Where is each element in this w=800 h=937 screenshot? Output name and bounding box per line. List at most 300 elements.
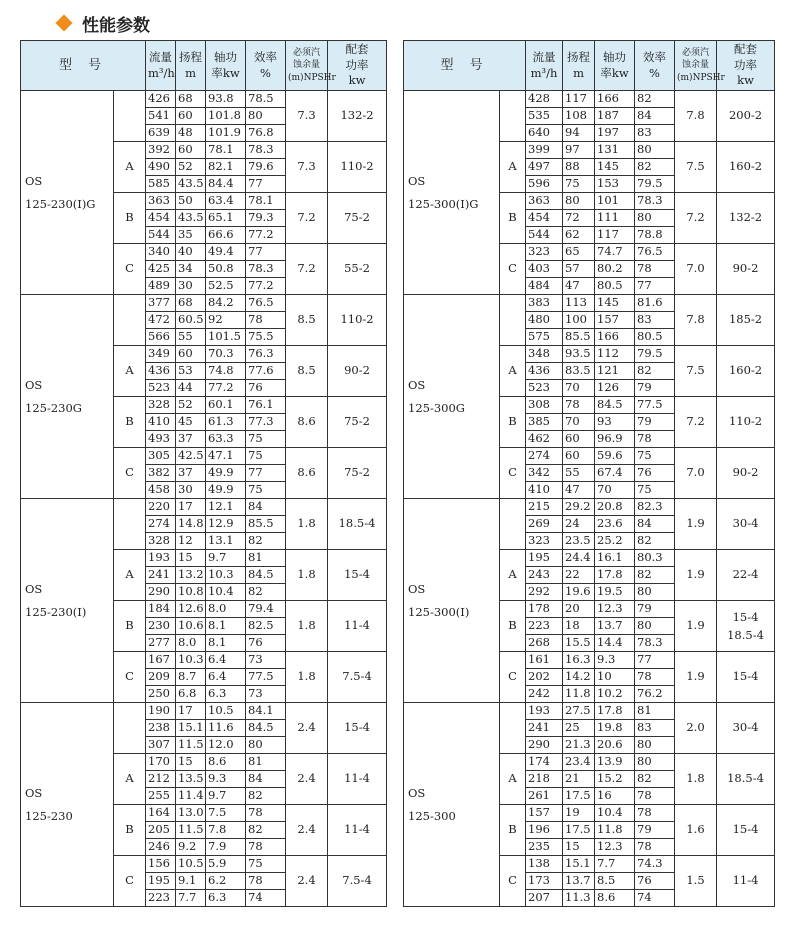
head-cell: 60 [176,108,206,125]
head-cell: 16.3 [563,652,595,669]
model-name-line: OS [25,785,43,800]
efficiency-cell: 75 [246,482,286,499]
variant-label: A [500,142,526,193]
header-npsh-line: (m)NPSHr [288,72,336,83]
head-cell: 6.8 [176,686,206,703]
variant-label: A [114,142,146,193]
motor-cell: 110-2 [328,142,387,193]
power-cell: 6.3 [206,890,246,907]
header-efficiency [246,41,286,91]
npsh-cell: 8.6 [286,397,328,448]
efficiency-cell: 84 [635,516,675,533]
head-cell: 30 [176,278,206,295]
header-motor-line: 配套 [345,42,369,57]
flow-cell: 212 [146,771,176,788]
header-motor-line: kw [348,73,366,88]
head-cell: 14.2 [563,669,595,686]
flow-cell: 544 [146,227,176,244]
head-cell: 7.7 [176,890,206,907]
power-cell: 10.4 [206,584,246,601]
flow-cell: 428 [526,91,563,108]
flow-cell: 436 [526,363,563,380]
motor-cell-line: 18.5-4 [727,628,764,642]
efficiency-cell: 78 [246,873,286,890]
power-cell: 93.8 [206,91,246,108]
head-cell: 15 [176,550,206,567]
npsh-cell: 1.8 [286,550,328,601]
power-cell: 121 [595,363,635,380]
variant-label: C [500,244,526,295]
npsh-cell: 1.9 [675,601,717,652]
head-cell: 43.5 [176,210,206,227]
head-cell: 10.6 [176,618,206,635]
header-head-line: m [573,65,584,80]
variant-label: A [114,346,146,397]
efficiency-cell: 85.5 [246,516,286,533]
flow-cell: 490 [146,159,176,176]
power-cell: 20.6 [595,737,635,754]
efficiency-cell: 76.1 [246,397,286,414]
head-cell: 83.5 [563,363,595,380]
efficiency-cell: 79 [635,822,675,839]
variant-label: B [500,193,526,244]
head-cell: 20 [563,601,595,618]
efficiency-cell: 78.1 [246,193,286,210]
head-cell: 78 [563,397,595,414]
efficiency-cell: 78 [246,839,286,856]
variant-label: C [114,244,146,295]
flow-cell: 274 [146,516,176,533]
model-name-line: OS [408,377,426,392]
flow-cell: 410 [526,482,563,499]
motor-cell: 11-4 [328,601,387,652]
power-cell: 17.8 [595,703,635,720]
efficiency-cell: 80 [635,142,675,159]
npsh-cell: 7.8 [675,295,717,346]
power-cell: 12.1 [206,499,246,516]
motor-cell: 110-2 [328,295,387,346]
header-npsh-line: 蚀余量 [682,60,710,71]
power-cell: 63.4 [206,193,246,210]
power-cell: 19.8 [595,720,635,737]
power-cell: 15.2 [595,771,635,788]
flow-cell: 268 [526,635,563,652]
efficiency-cell: 77 [246,465,286,482]
power-cell: 9.3 [595,652,635,669]
head-cell: 29.2 [563,499,595,516]
efficiency-cell: 83 [635,720,675,737]
efficiency-cell: 75 [635,482,675,499]
power-cell: 112 [595,346,635,363]
efficiency-cell: 78 [246,805,286,822]
efficiency-cell: 84.5 [246,567,286,584]
power-cell: 16 [595,788,635,805]
header-flow [146,41,176,91]
flow-cell: 202 [526,669,563,686]
efficiency-cell: 75 [246,856,286,873]
npsh-cell: 1.8 [286,652,328,703]
head-cell: 100 [563,312,595,329]
flow-cell: 454 [526,210,563,227]
motor-cell: 30-4 [717,703,775,754]
motor-cell: 11-4 [328,805,387,856]
npsh-cell: 1.8 [286,601,328,652]
efficiency-cell: 78.3 [635,635,675,652]
head-cell: 37 [176,431,206,448]
power-cell: 8.6 [595,890,635,907]
efficiency-cell: 78 [635,669,675,686]
flow-cell: 170 [146,754,176,771]
head-cell: 52 [176,397,206,414]
header-power-line: 轴功 [603,49,627,64]
flow-cell: 167 [146,652,176,669]
efficiency-cell: 80 [246,108,286,125]
head-cell: 30 [176,482,206,499]
head-cell: 14.8 [176,516,206,533]
efficiency-cell: 82 [635,363,675,380]
power-cell: 187 [595,108,635,125]
npsh-cell: 1.9 [675,499,717,550]
flow-cell: 323 [526,533,563,550]
head-cell: 65 [563,244,595,261]
flow-cell: 639 [146,125,176,142]
efficiency-cell: 76 [246,635,286,652]
motor-cell-line: 15-4 [732,609,759,624]
npsh-cell: 2.4 [286,754,328,805]
efficiency-cell: 82 [246,533,286,550]
efficiency-cell: 77.5 [246,669,286,686]
head-cell: 22 [563,567,595,584]
flow-cell: 472 [146,312,176,329]
flow-cell: 235 [526,839,563,856]
head-cell: 10.5 [176,856,206,873]
header-flow-line: 流量 [532,49,556,64]
power-cell: 12.0 [206,737,246,754]
head-cell: 40 [176,244,206,261]
power-cell: 101 [595,193,635,210]
motor-cell: 15-4 [717,805,775,856]
head-cell: 15 [563,839,595,856]
efficiency-cell: 75 [246,448,286,465]
flow-cell: 246 [146,839,176,856]
head-cell: 60.5 [176,312,206,329]
table-row [404,91,775,108]
flow-cell: 173 [526,873,563,890]
power-cell: 66.6 [206,227,246,244]
efficiency-cell: 79 [635,601,675,618]
head-cell: 80 [563,193,595,210]
efficiency-cell: 76.8 [246,125,286,142]
npsh-cell: 1.9 [675,550,717,601]
flow-cell: 174 [526,754,563,771]
flow-cell: 399 [526,142,563,159]
head-cell: 17 [176,499,206,516]
power-cell: 145 [595,159,635,176]
head-cell: 8.0 [176,635,206,652]
motor-cell: 15-4 [328,703,387,754]
power-cell: 11.6 [206,720,246,737]
section-title [58,10,150,36]
power-cell: 14.4 [595,635,635,652]
flow-cell: 484 [526,278,563,295]
head-cell: 48 [176,125,206,142]
table-row [404,703,775,720]
power-cell: 84.5 [595,397,635,414]
power-cell: 63.3 [206,431,246,448]
header-model: 型 号 [21,41,146,91]
efficiency-cell: 78 [635,805,675,822]
efficiency-cell: 84.1 [246,703,286,720]
header-npsh-line: 必须汽 [682,48,710,59]
power-cell: 6.4 [206,652,246,669]
motor-cell: 15-4 [717,652,775,703]
model-name [404,91,500,295]
efficiency-cell: 75.5 [246,329,286,346]
efficiency-cell: 82.5 [246,618,286,635]
head-cell: 11.5 [176,737,206,754]
variant-label: B [114,601,146,652]
head-cell: 17.5 [563,822,595,839]
flow-cell: 426 [146,91,176,108]
header-power-line: 率kw [600,65,629,80]
npsh-cell: 7.8 [675,91,717,142]
flow-cell: 290 [146,584,176,601]
flow-cell: 190 [146,703,176,720]
power-cell: 47.1 [206,448,246,465]
power-cell: 8.1 [206,635,246,652]
npsh-cell: 7.2 [286,193,328,244]
power-cell: 6.2 [206,873,246,890]
header-efficiency-line: 效率 [254,49,278,64]
motor-cell: 160-2 [717,346,775,397]
npsh-cell: 7.2 [286,244,328,295]
variant-label: C [114,856,146,907]
efficiency-cell: 77 [246,244,286,261]
variant-label [114,295,146,346]
head-cell: 70 [563,380,595,397]
head-cell: 68 [176,91,206,108]
header-head-line: 扬程 [567,49,591,64]
flow-cell: 348 [526,346,563,363]
variant-label [500,499,526,550]
motor-cell: 110-2 [717,397,775,448]
header-npsh [675,41,725,91]
npsh-cell: 7.3 [286,91,328,142]
head-cell: 50 [176,193,206,210]
flow-cell: 425 [146,261,176,278]
head-cell: 94 [563,125,595,142]
power-cell: 77.2 [206,380,246,397]
npsh-cell: 8.6 [286,448,328,499]
flow-cell: 207 [526,890,563,907]
efficiency-cell: 81 [246,550,286,567]
flow-cell: 497 [526,159,563,176]
npsh-cell: 8.5 [286,295,328,346]
flow-cell: 241 [146,567,176,584]
power-cell: 17.8 [595,567,635,584]
model-name-line: 125-300 [408,808,456,823]
power-cell: 8.6 [206,754,246,771]
head-cell: 11.4 [176,788,206,805]
efficiency-cell: 75 [635,448,675,465]
efficiency-cell: 76 [635,465,675,482]
head-cell: 34 [176,261,206,278]
model-name [21,295,114,499]
variant-label [114,499,146,550]
table-row [21,499,387,516]
motor-cell: 55-2 [328,244,387,295]
variant-label: C [500,856,526,907]
head-cell: 55 [176,329,206,346]
variant-label: C [500,652,526,703]
flow-cell: 274 [526,448,563,465]
variant-label: A [500,550,526,601]
power-cell: 10.2 [595,686,635,703]
model-name-line: OS [408,785,426,800]
flow-cell: 480 [526,312,563,329]
flow-cell: 363 [146,193,176,210]
efficiency-cell: 76 [635,873,675,890]
power-cell: 59.6 [595,448,635,465]
efficiency-cell: 82 [246,584,286,601]
flow-cell: 640 [526,125,563,142]
power-cell: 16.1 [595,550,635,567]
head-cell: 21 [563,771,595,788]
power-cell: 197 [595,125,635,142]
motor-cell: 22-4 [717,550,775,601]
head-cell: 45 [176,414,206,431]
efficiency-cell: 76 [246,380,286,397]
head-cell: 75 [563,176,595,193]
head-cell: 19.6 [563,584,595,601]
power-cell: 9.3 [206,771,246,788]
flow-cell: 585 [146,176,176,193]
efficiency-cell: 78 [635,261,675,278]
head-cell: 13.7 [563,873,595,890]
section-title-text: 性能参数 [82,15,150,36]
head-cell: 13.5 [176,771,206,788]
variant-label: B [500,805,526,856]
head-cell: 11.8 [563,686,595,703]
power-cell: 11.8 [595,822,635,839]
head-cell: 9.2 [176,839,206,856]
flow-cell: 323 [526,244,563,261]
motor-cell: 90-2 [328,346,387,397]
variant-label: C [114,652,146,703]
efficiency-cell: 80 [635,210,675,227]
flow-cell: 340 [146,244,176,261]
head-cell: 47 [563,482,595,499]
flow-cell: 541 [146,108,176,125]
model-name [21,499,114,703]
model-name-line: OS [25,581,43,596]
flow-cell: 292 [526,584,563,601]
head-cell: 23.4 [563,754,595,771]
head-cell: 44 [176,380,206,397]
flow-cell: 328 [146,397,176,414]
power-cell: 145 [595,295,635,312]
power-cell: 13.1 [206,533,246,550]
motor-cell: 18.5-4 [717,754,775,805]
variant-label [114,703,146,754]
variant-label: B [114,805,146,856]
motor-cell: 75-2 [328,448,387,499]
power-cell: 70 [595,482,635,499]
power-cell: 153 [595,176,635,193]
power-cell: 101.8 [206,108,246,125]
head-cell: 88 [563,159,595,176]
header-motor-line: 功率 [345,57,369,72]
variant-label [114,91,146,142]
power-cell: 80.2 [595,261,635,278]
power-cell: 50.8 [206,261,246,278]
flow-cell: 489 [146,278,176,295]
head-cell: 85.5 [563,329,595,346]
head-cell: 10.3 [176,652,206,669]
header-efficiency [635,41,675,91]
efficiency-cell: 78.3 [246,261,286,278]
efficiency-cell: 82 [635,567,675,584]
head-cell: 18 [563,618,595,635]
efficiency-cell: 74 [246,890,286,907]
header-power-line: 率kw [211,65,240,80]
efficiency-cell: 83 [635,125,675,142]
variant-label: A [114,550,146,601]
power-cell: 166 [595,329,635,346]
header-power-line: 轴功 [214,49,238,64]
model-name-line: 125-230(I) [25,604,87,619]
efficiency-cell: 76.5 [635,244,675,261]
variant-label [500,703,526,754]
npsh-cell: 2.4 [286,856,328,907]
power-cell: 5.9 [206,856,246,873]
head-cell: 12.6 [176,601,206,618]
flow-cell: 269 [526,516,563,533]
power-cell: 74.8 [206,363,246,380]
flow-cell: 462 [526,431,563,448]
head-cell: 43.5 [176,176,206,193]
power-cell: 111 [595,210,635,227]
motor-cell: 90-2 [717,448,775,499]
flow-cell: 307 [146,737,176,754]
head-cell: 60 [176,142,206,159]
head-cell: 37 [176,465,206,482]
efficiency-cell: 74.3 [635,856,675,873]
head-cell: 97 [563,142,595,159]
flow-cell: 164 [146,805,176,822]
power-cell: 157 [595,312,635,329]
power-cell: 74.7 [595,244,635,261]
flow-cell: 596 [526,176,563,193]
motor-cell: 132-2 [717,193,775,244]
power-cell: 80.5 [595,278,635,295]
efficiency-cell: 81 [246,754,286,771]
efficiency-cell: 84.5 [246,720,286,737]
efficiency-cell: 84 [246,771,286,788]
head-cell: 42.5 [176,448,206,465]
npsh-cell: 7.2 [675,193,717,244]
flow-cell: 255 [146,788,176,805]
flow-cell: 238 [146,720,176,737]
flow-cell: 196 [526,822,563,839]
power-cell: 61.3 [206,414,246,431]
efficiency-cell: 79.5 [635,176,675,193]
efficiency-cell: 77 [246,176,286,193]
power-cell: 7.5 [206,805,246,822]
flow-cell: 156 [146,856,176,873]
header-efficiency-line: % [260,65,271,80]
flow-cell: 223 [526,618,563,635]
